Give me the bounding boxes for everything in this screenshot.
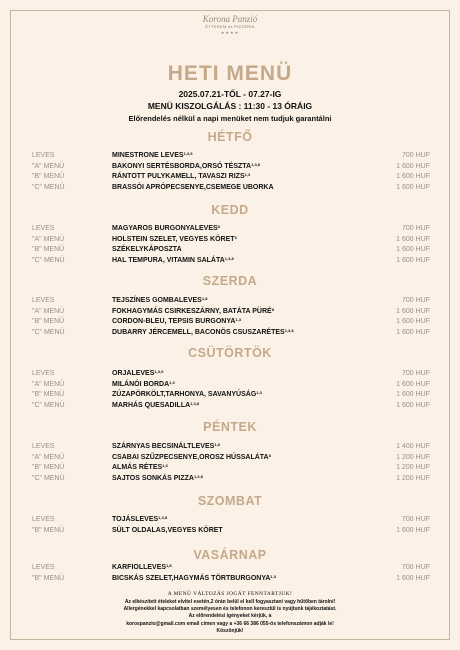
- menu-row: [32, 369, 430, 379]
- price: 1 600 HUF: [396, 307, 430, 315]
- logo-subtitle: ÉTTEREM és PIZZÉRIA: [205, 24, 255, 29]
- menu-label: "B" MENÜ: [32, 391, 65, 398]
- footer-line: Köszönjük!: [216, 628, 244, 634]
- menu-row: [32, 224, 430, 234]
- menu-label: LEVES: [32, 225, 55, 232]
- allergen-codes: 1,3: [244, 172, 251, 177]
- menu-label: "B" MENÜ: [32, 464, 65, 471]
- dish-name: SÜLT OLDALAS,VEGYES KÖRET: [112, 526, 223, 534]
- price: 700 HUF: [401, 564, 430, 571]
- price: 1 600 HUF: [396, 318, 430, 325]
- menu-row: [32, 172, 430, 182]
- change-notice: A MENÜ VÁLTOZÁS JOGÁT FENNTARTJUK!: [167, 591, 293, 597]
- price: 1 600 HUF: [396, 380, 430, 388]
- menu-row: [32, 162, 430, 172]
- menu-row: [32, 442, 430, 452]
- dish-name: CORDON-BLEU, TEPSIS BURGONYA$^{1,3}$: [112, 317, 241, 325]
- price: 1 600 HUF: [396, 183, 430, 191]
- allergen-codes: 8: [271, 306, 274, 312]
- dish-name: ZÚZAPÖRKÖLT,TARHONYA, SAVANYÚSÁG$^{1,3}$: [112, 390, 262, 398]
- price: 700 HUF: [401, 225, 430, 232]
- allergen-codes: 1,8: [201, 296, 208, 301]
- dish-name: BICSKÁS SZELET,HAGYMÁS TÖRTBURGONYA$^{1,3}$: [112, 573, 276, 582]
- dish-name: RÁNTOTT PULYKAMELL, TAVASZI RIZS$^{1,3}$: [112, 172, 251, 180]
- dish-name: MAGYAROS BURGONYALEVES$^8$: [112, 224, 220, 232]
- menu-label: LEVES: [32, 370, 55, 377]
- day-heading: SZOMBAT: [197, 494, 263, 508]
- price: 1 600 HUF: [396, 173, 430, 180]
- day-heading: HÉTFŐ: [207, 130, 253, 144]
- allergen-codes: 3: [234, 234, 237, 240]
- price: 1 600 HUF: [396, 328, 430, 336]
- menu-label: "C" MENÜ: [32, 401, 65, 409]
- price: 1 600 HUF: [396, 256, 430, 264]
- menu-row: [32, 256, 430, 266]
- footer-line: korospanzio@gmail.com email címen vagy a +36 66 386 055-ös telefonszámon adják le!: [126, 621, 334, 627]
- price: 700 HUF: [401, 516, 430, 523]
- menu-label: "C" MENÜ: [32, 474, 65, 482]
- allergen-codes: 1,3: [256, 390, 262, 395]
- dish-name: HAL TEMPURA, VITAMIN SALÁTA$^{1,3,8}$: [112, 255, 234, 264]
- price: 700 HUF: [401, 370, 430, 377]
- menu-label: "A" MENÜ: [32, 453, 65, 461]
- menu-row: [32, 563, 430, 573]
- price: 1 600 HUF: [396, 246, 430, 253]
- date-range: 2025.07.21-TŐL - 07.27-IG: [178, 89, 282, 99]
- dish-name: SZÉKELYKÁPOSZTA: [112, 246, 182, 253]
- menu-row: [32, 317, 430, 327]
- allergen-codes: 1,3,9: [154, 369, 164, 374]
- menu-label: LEVES: [32, 564, 55, 571]
- dish-name: KARFIOLLEVES$^{1,8}$: [112, 563, 172, 571]
- day-heading: PÉNTEK: [203, 420, 257, 434]
- dish-name: SAJTOS SONKÁS PIZZA$^{1,3,8}$: [112, 473, 203, 482]
- menu-row: [32, 515, 430, 525]
- allergen-codes: 8: [217, 224, 220, 229]
- menu-row: [32, 474, 430, 484]
- menu-row: [32, 183, 430, 193]
- logo-script: Korona Panzió: [202, 14, 258, 24]
- menu-row: [32, 151, 430, 161]
- menu-row: [32, 235, 430, 245]
- menu-label: "B" MENÜ: [32, 526, 65, 534]
- day-heading: VASÁRNAP: [193, 548, 267, 562]
- allergen-codes: 1,8: [214, 442, 220, 447]
- menu-label: "C" MENÜ: [32, 183, 65, 191]
- allergen-codes: 1,3,8: [284, 327, 294, 333]
- dish-name: HOLSTEIN SZELET, VEGYES KÖRET$^3$: [112, 234, 237, 243]
- logo: [0, 14, 460, 35]
- menu-row: [32, 390, 430, 400]
- allergen-codes: 1,3,8: [251, 161, 261, 167]
- price: 700 HUF: [401, 297, 430, 304]
- menu-label: "A" MENÜ: [32, 307, 65, 315]
- menu-row: [32, 526, 430, 536]
- allergen-codes: 1,3: [162, 463, 168, 468]
- dish-name: TEJSZÍNES GOMBALEVES$^{1,8}$: [112, 296, 208, 304]
- allergen-codes: 1,3,8: [193, 473, 203, 479]
- footer-line: Allergénekkel kapcsolatban személyesen és telefonon keresztül is nyújtunk tájékoztatást.: [123, 606, 337, 612]
- day-heading: KEDD: [211, 203, 249, 217]
- price: 1 600 HUF: [396, 526, 430, 534]
- price: 1 200 HUF: [396, 453, 430, 461]
- dish-name: ALMÁS RÉTES$^{1,3}$: [112, 463, 168, 471]
- menu-label: LEVES: [32, 443, 55, 450]
- footer-line: Az előrendelési igényeket kérjük, a: [188, 613, 272, 619]
- dish-name: TOJÁSLEVES$^{1,3,8}$: [112, 515, 168, 523]
- page-title: HETI MENÜ: [167, 62, 293, 85]
- menu-label: "A" MENÜ: [32, 162, 65, 170]
- menu-label: "B" MENÜ: [32, 574, 65, 582]
- price: 700 HUF: [401, 152, 430, 159]
- menu-label: "A" MENÜ: [32, 235, 65, 243]
- price: 1 400 HUF: [396, 443, 430, 450]
- menu-row: [32, 401, 430, 411]
- menu-label: "B" MENÜ: [32, 246, 65, 253]
- price: 1 600 HUF: [396, 235, 430, 243]
- allergen-codes: 1,3: [270, 573, 276, 579]
- price: 1 600 HUF: [396, 401, 430, 409]
- price: 1 600 HUF: [396, 574, 430, 582]
- allergen-codes: 1,3: [169, 379, 175, 385]
- menu-row: [32, 574, 430, 584]
- preorder-notice: Előrendelés nélkül a napi menüket nem tudjuk garantálni: [128, 114, 332, 123]
- allergen-codes: 1,3,9: [183, 151, 193, 156]
- day-heading: CSÜTÖRTÖK: [188, 346, 272, 360]
- footer-line: Az elkészített ételeket elvitel esetén,2 órán belül el kell fogyasztani vagy hűtőben tárolni!: [124, 599, 336, 605]
- dish-name: FOKHAGYMÁS CSIRKESZÁRNY, BATÁTA PÜRÉ$^8$: [112, 306, 274, 315]
- allergen-codes: 1,3,8: [224, 255, 234, 261]
- menu-label: "B" MENÜ: [32, 173, 65, 180]
- allergen-codes: 1,3,8: [158, 515, 168, 520]
- menu-row: [32, 307, 430, 317]
- dish-name: SZÁRNYAS BECSINÁLTLEVES$^{1,8}$: [112, 442, 220, 450]
- menu-label: LEVES: [32, 516, 55, 523]
- serving-hours: MENÜ KISZOLGÁLÁS : 11:30 - 13 ÓRÁIG: [147, 101, 313, 111]
- dish-name: MARHÁS QUESADILLA$^{1,3,8}$: [112, 400, 200, 409]
- menu-row: [32, 296, 430, 306]
- logo-stars: ★★★★: [220, 30, 240, 35]
- menu-label: "B" MENÜ: [32, 318, 65, 325]
- price: 1 600 HUF: [396, 391, 430, 398]
- menu-row: [32, 453, 430, 463]
- dish-name: BRASSÓI APRÓPECSENYE,CSEMEGE UBORKA: [112, 183, 274, 191]
- allergen-codes: 8: [268, 452, 271, 458]
- price: 1 200 HUF: [396, 474, 430, 482]
- allergen-codes: 1,3,8: [190, 400, 200, 406]
- dish-name: DUBARRY JÉRCEMELL, BACONÖS CSUSZARÉTES$^{1,3,8}$: [112, 327, 294, 336]
- dish-name: ORJALEVES$^{1,3,9}$: [112, 369, 164, 377]
- price: 1 600 HUF: [396, 162, 430, 170]
- menu-label: "C" MENÜ: [32, 328, 65, 336]
- dish-name: CSABAI SZŰZPECSENYE,OROSZ HÚSSALÁTA$^8$: [112, 452, 271, 461]
- menu-label: LEVES: [32, 152, 55, 159]
- allergen-codes: 1,8: [166, 563, 172, 568]
- dish-name: BAKONYI SERTÉSBORDA,ORSÓ TÉSZTA$^{1,3,8}$: [112, 161, 261, 170]
- dish-name: MILÁNÓI BORDA$^{1,3}$: [112, 379, 175, 388]
- dish-name: MINESTRONE LEVES$^{1,3,9}$: [112, 151, 193, 159]
- menu-row: [32, 328, 430, 338]
- menu-row: [32, 463, 430, 473]
- day-heading: SZERDA: [202, 274, 258, 288]
- menu-row: [32, 245, 430, 255]
- menu-label: "A" MENÜ: [32, 380, 65, 388]
- price: 1 200 HUF: [396, 464, 430, 471]
- menu-row: [32, 380, 430, 390]
- menu-label: "C" MENÜ: [32, 256, 65, 264]
- allergen-codes: 1,3: [235, 317, 241, 322]
- menu-label: LEVES: [32, 297, 55, 304]
